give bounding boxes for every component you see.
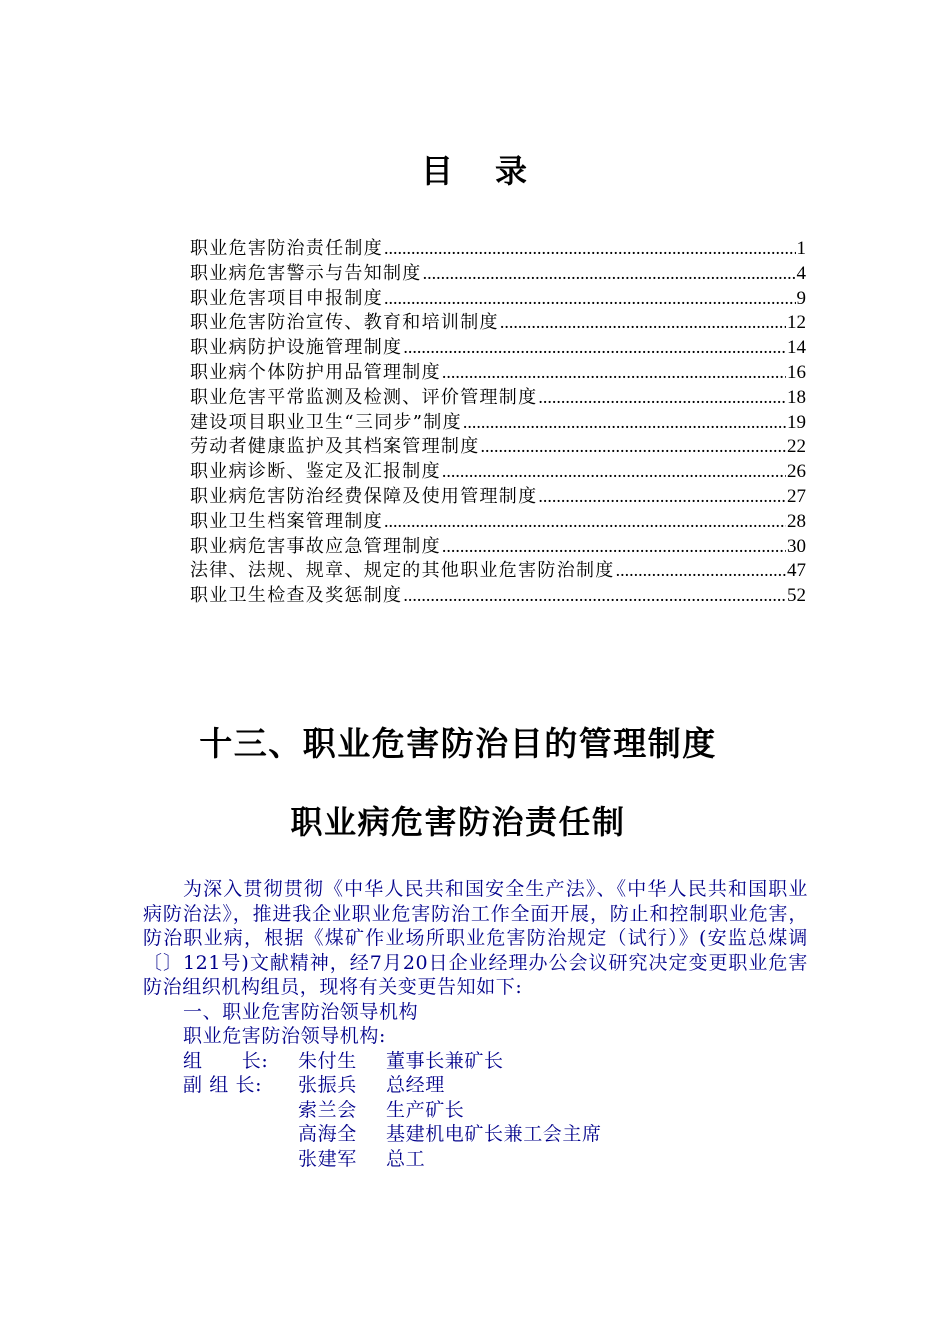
member-role [143,1147,298,1172]
toc-entry-title: 职业病危害警示与告知制度 [190,262,422,284]
toc-entry-title: 职业卫生检查及奖惩制度 [190,585,403,607]
member-row [143,1147,808,1172]
member-name: 索兰会 [298,1098,357,1121]
list-item-heading: 一、职业危害防治领导机构 [183,1000,419,1023]
toc-entry-title: 职业危害防治宣传、教育和培训制度 [190,312,499,334]
toc-entry-page: 14 [787,337,806,359]
toc-entry-page: 12 [787,312,806,334]
toc-title-char-2: 录 [495,152,530,190]
toc-entry[interactable] [190,509,806,534]
member-role [143,1122,298,1147]
toc-leader [538,385,786,410]
member-title: 总经理 [386,1074,445,1096]
toc-entry[interactable] [190,434,806,459]
member-role: 组 长: [183,1049,269,1072]
toc-entry[interactable] [190,310,806,335]
toc-entry[interactable] [190,558,806,583]
toc-entry-title: 职业病危害事故应急管理制度 [190,535,441,557]
toc-entry-title: 职业病危害防治经费保障及使用管理制度 [190,485,538,507]
toc-entry-page: 52 [787,585,806,607]
toc-entry-title: 职业卫生档案管理制度 [190,510,383,532]
member-row [143,1122,808,1147]
toc-entry-title: 职业危害平常监测及检测、评价管理制度 [190,386,538,408]
toc-entry-page: 16 [787,361,806,383]
toc-leader [500,310,786,335]
toc-entry-title: 职业危害防治责任制度 [190,238,383,259]
toc-entry-page: 1 [796,238,806,259]
toc-leader [616,558,786,583]
toc-entry-page: 9 [796,287,806,309]
toc-entry-page: 30 [787,535,806,557]
table-of-contents [190,236,806,608]
toc-entry-page: 28 [787,510,806,532]
toc-entry-page: 22 [787,436,806,458]
toc-leader [538,484,786,509]
toc-entry[interactable] [190,484,806,509]
toc-leader [423,261,796,286]
list-item-subheading: 职业危害防治领导机构: [183,1025,387,1047]
toc-leader [481,434,787,459]
member-role: 副 组 长: [183,1074,263,1096]
member-name: 高海全 [298,1123,357,1145]
section-subheading: 职业病危害防治责任制 [290,803,626,841]
toc-entry-title: 职业病防护设施管理制度 [190,337,403,359]
member-name: 张振兵 [298,1074,357,1096]
toc-entry[interactable] [190,459,806,484]
member-row [143,1073,808,1098]
toc-entry-page: 18 [787,386,806,408]
toc-entry[interactable] [190,583,806,608]
member-title: 生产矿长 [386,1098,465,1121]
toc-entry-page: 26 [787,461,806,483]
member-row [143,1098,808,1123]
toc-entry[interactable] [190,261,806,286]
toc-entry[interactable] [190,360,806,385]
toc-entry[interactable] [190,286,806,311]
member-row [143,1049,808,1074]
toc-leader [403,335,786,360]
toc-entry[interactable] [190,534,806,559]
document-body [143,877,808,1171]
toc-leader [384,509,786,534]
section-heading: 十三、职业危害防治目的管理制度 [199,724,717,763]
toc-title [0,146,950,192]
toc-entry-title: 职业病个体防护用品管理制度 [190,361,441,383]
toc-leader [442,459,786,484]
toc-entry[interactable] [190,410,806,435]
toc-leader [442,534,786,559]
toc-entry-title: 法律、法规、规章、规定的其他职业危害防治制度 [190,560,615,582]
toc-leader [463,410,786,435]
toc-entry-page: 47 [787,560,806,582]
member-role [143,1098,298,1123]
toc-leader [384,286,796,311]
toc-entry[interactable] [190,385,806,410]
toc-leader [442,360,786,385]
member-name: 张建军 [298,1147,357,1170]
toc-entry-title: 职业危害项目申报制度 [190,287,383,309]
toc-entry[interactable] [190,335,806,360]
toc-leader [403,583,786,608]
toc-leader [384,236,796,261]
intro-paragraph: 为深入贯彻贯彻《中华人民共和国安全生产法》、《中华人民共和国职业病防治法》，推进我企业职业危害防治工作全面开展，防止和控制职业危害，防治职业病，根据《煤矿作业场所职业危害防治规定（试行）》(安监总煤调〔〕121号)文献精神，经7月20日企业经理办公会议研究决定变更职业危害防治组织机构组员，现将有关变更告知如下: [143,878,808,998]
member-title: 董事长兼矿长 [386,1049,504,1072]
toc-entry-page: 19 [787,411,806,433]
member-title: 基建机电矿长兼工会主席 [386,1123,602,1145]
member-name: 朱付生 [298,1049,357,1072]
toc-entry[interactable] [190,236,806,261]
toc-entry-page: 27 [787,485,806,507]
member-title: 总工 [386,1147,426,1170]
toc-entry-title: 劳动者健康监护及其档案管理制度 [190,436,480,458]
toc-entry-title: 建设项目职业卫生“三同步”制度 [190,411,462,433]
toc-entry-page: 4 [796,262,806,284]
toc-entry-title: 职业病诊断、鉴定及汇报制度 [190,461,441,483]
toc-title-char-1: 目 [420,152,455,190]
